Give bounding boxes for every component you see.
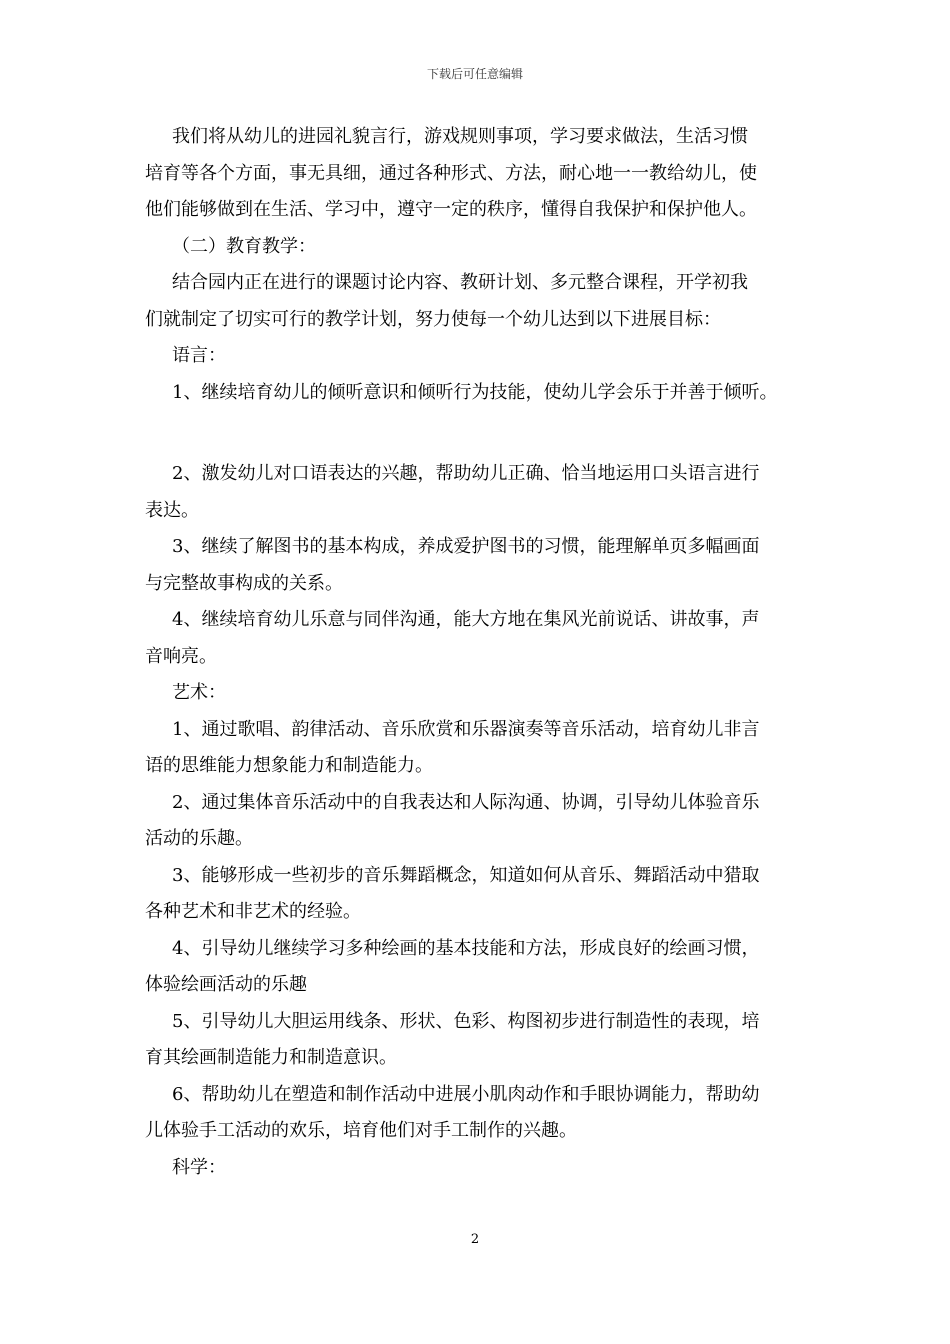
paragraph-line: 培育等各个方面，事无具细，通过各种形式、方法，耐心地一一教给幼儿，使 bbox=[145, 162, 757, 184]
list-item-continuation: 语的思维能力想象能力和制造能力。 bbox=[145, 755, 433, 776]
list-item-continuation: 各种艺术和非艺术的经验。 bbox=[145, 901, 361, 922]
list-item-continuation: 表达。 bbox=[145, 499, 199, 521]
subsection-heading: 艺术： bbox=[172, 682, 226, 703]
paragraph-line: 们就制定了切实可行的教学计划，努力使每一个幼儿达到以下进展目标： bbox=[145, 308, 721, 330]
list-item: 3、能够形成一些初步的音乐舞蹈概念，知道如何从音乐、舞蹈活动中猎取 bbox=[172, 864, 760, 886]
list-item-continuation: 体验绘画活动的乐趣 bbox=[145, 974, 307, 995]
list-item: 1、通过歌唱、韵律活动、音乐欣赏和乐器演奏等音乐活动，培育幼儿非言 bbox=[172, 718, 760, 740]
subsection-heading: 科学： bbox=[172, 1156, 226, 1178]
paragraph-line: 结合园内正在进行的课题讨论内容、教研计划、多元整合课程，开学初我 bbox=[172, 272, 748, 293]
blank-line bbox=[145, 416, 815, 461]
list-item-continuation: 儿体验手工活动的欢乐，培育他们对手工制作的兴趣。 bbox=[145, 1120, 577, 1141]
list-item: 3、继续了解图书的基本构成，养成爱护图书的习惯，能理解单页多幅画面 bbox=[172, 536, 760, 557]
page-header: 下载后可任意编辑 bbox=[426, 67, 523, 81]
list-item: 4、引导幼儿继续学习多种绘画的基本技能和方法，形成良好的绘画习惯， bbox=[172, 937, 760, 959]
subsection-heading: 语言： bbox=[172, 345, 226, 366]
list-item-continuation: 音响亮。 bbox=[145, 645, 217, 667]
list-item: 4、继续培育幼儿乐意与同伴沟通，能大方地在集风光前说话、讲故事，声 bbox=[172, 609, 760, 630]
paragraph-line: 他们能够做到在生活、学习中，遵守一定的秩序，懂得自我保护和保护他人。 bbox=[145, 199, 757, 220]
paragraph-line: 我们将从幼儿的进园礼貌言行，游戏规则事项，学习要求做法，生活习惯 bbox=[172, 126, 748, 147]
list-item: 5、引导幼儿大胆运用线条、形状、色彩、构图初步进行制造性的表现，培 bbox=[172, 1010, 760, 1032]
list-item-continuation: 育其绘画制造能力和制造意识。 bbox=[145, 1047, 397, 1068]
list-item: 2、激发幼儿对口语表达的兴趣，帮助幼儿正确、恰当地运用口头语言进行 bbox=[172, 463, 760, 484]
list-item: 6、帮助幼儿在塑造和制作活动中进展小肌肉动作和手眼协调能力，帮助幼 bbox=[172, 1083, 760, 1105]
page-number: 2 bbox=[470, 1232, 480, 1247]
list-item-continuation: 与完整故事构成的关系。 bbox=[145, 572, 343, 594]
section-heading: （二）教育教学： bbox=[172, 235, 316, 257]
document-body bbox=[145, 124, 815, 1191]
list-item: 1、继续培育幼儿的倾听意识和倾听行为技能，使幼儿学会乐于并善于倾听。 bbox=[172, 381, 778, 403]
list-item-continuation: 活动的乐趣。 bbox=[145, 828, 253, 849]
list-item: 2、通过集体音乐活动中的自我表达和人际沟通、协调，引导幼儿体验音乐 bbox=[172, 791, 760, 813]
